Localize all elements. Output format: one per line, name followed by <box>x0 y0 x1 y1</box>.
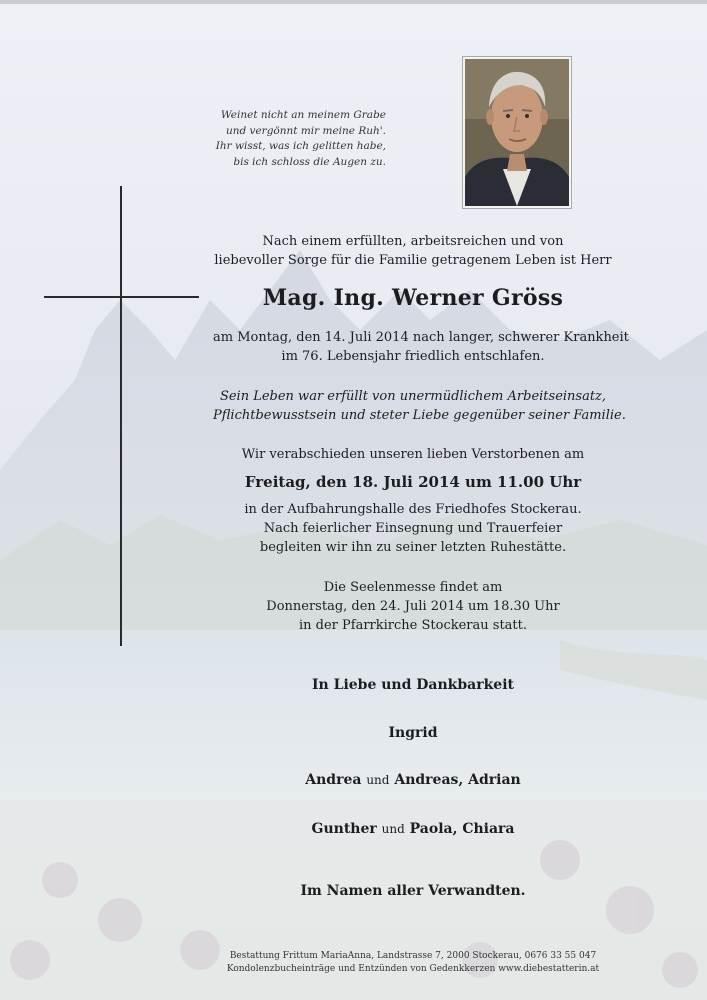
funeral-place-line-1: in der Aufbahrungshalle des Friedhofes Stockerau. <box>244 502 582 517</box>
mass-line-3: in der Pfarrkirche Stockerau statt. <box>299 618 527 633</box>
poem-line: Ihr wisst, was ich gelitten habe, <box>215 140 386 152</box>
poem-line: bis ich schloss die Augen zu. <box>233 155 386 168</box>
family-line-3 <box>213 821 613 837</box>
intro-text <box>213 232 613 270</box>
poem-line: Weinet nicht an meinem Grabe <box>220 109 386 121</box>
mass-line-2: Donnerstag, den 24. Juli 2014 um 18.30 Uhr <box>266 599 560 614</box>
portrait-icon <box>465 59 569 206</box>
family-line-2 <box>213 772 613 788</box>
family-name: Paola, Chiara <box>409 821 515 837</box>
family-name: Gunther <box>311 821 377 837</box>
page-top-edge <box>0 0 707 4</box>
intro-line-1: Nach einem erfüllten, arbeitsreichen und von <box>262 234 564 249</box>
tribute-line-1: Sein Leben war erfüllt von unermüdlichem Arbeitseinsatz, <box>219 389 607 404</box>
family-line-1: Ingrid <box>388 725 438 741</box>
deceased-name: Mag. Ing. Werner Gröss <box>262 285 564 311</box>
family-name: Andrea <box>305 772 362 788</box>
tribute-text <box>213 387 626 425</box>
death-notice-line-1: am Montag, den 14. Juli 2014 nach langer, schwerer Krankheit <box>213 330 629 345</box>
conjunction: und <box>381 822 405 836</box>
funeral-place-line-2: Nach feierlicher Einsegnung und Trauerfeier <box>263 521 563 536</box>
death-notice-line-2: im 76. Lebensjahr friedlich entschlafen. <box>281 349 545 364</box>
farewell-intro: Wir verabschieden unseren lieben Verstorbenen am <box>241 447 585 462</box>
funeral-place <box>213 500 613 557</box>
footer-line-2: Kondolenzbucheinträge und Entzünden von Gedenkkerzen www.diebestatterin.at <box>226 963 600 974</box>
funeral-date: Freitag, den 18. Juli 2014 um 11.00 Uhr <box>244 473 582 491</box>
family-line-4: Im Namen aller Verwandten. <box>300 883 526 899</box>
mass-line-1: Die Seelenmesse findet am <box>323 580 503 595</box>
poem-line: und vergönnt mir meine Ruh'. <box>225 124 386 137</box>
death-notice <box>213 328 629 366</box>
cross-vertical-bar <box>120 186 122 646</box>
mass-notice <box>213 578 613 635</box>
tribute-line-2: Pflichtbewusstsein und steter Liebe gegenüber seiner Familie. <box>213 408 626 423</box>
footer-line-1: Bestattung Frittum MariaAnna, Landstrasse 7, 2000 Stockerau, 0676 33 55 047 <box>229 951 597 961</box>
funeral-place-line-3: begleiten wir ihn zu seiner letzten Ruhestätte. <box>259 540 567 555</box>
intro-line-2: liebevoller Sorge für die Familie getragenem Leben ist Herr <box>214 253 612 268</box>
footer <box>213 950 613 975</box>
family-name: Andreas, Adrian <box>394 772 521 788</box>
signoff: In Liebe und Dankbarkeit <box>312 677 514 693</box>
cross-horizontal-bar <box>44 296 199 298</box>
portrait-photo <box>462 56 572 209</box>
conjunction: und <box>366 773 390 787</box>
poem <box>200 108 386 170</box>
